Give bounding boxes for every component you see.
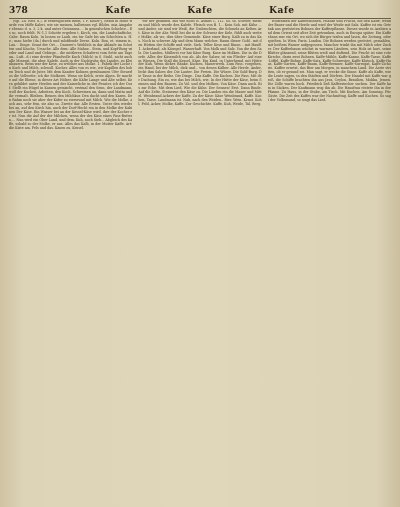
page-number: 378 — [9, 6, 28, 16]
running-header — [9, 5, 391, 19]
left-running-keyword: Kafe — [105, 6, 131, 16]
column-right-text: Wolframen der Kaffeebohnen, Pflanze und Frucht, die den Kaffe, wenn der Bauer und die Herde und wird der Weide mit Salz. Kaffee ist ein Getränk aus gerösteten Bohnen der Kaffeepflanze. Dieses wurde in Arabien und dem Orient seit alter Zeit getrunken, auch in Europa später. Ein Kaffeehaus war ein Ort, wo sich die Bürger trafen und lasen, die Zeitung, oder spielten. In Wien. Paris. London. Die Bohnen werden geröstet, gemahlen, mit heißem Wasser aufgegossen. Mancher trinkt ihn mit Milch oder Zucker. Der Kaffeebaum wächst in warmen Ländern, sein Holz ist hart, seine Blätter glänzend, seine Blüten weiß und duftend. Die Frucht ist eine rote Kirsche, darin zwei Bohnen. Kaffe-Mühle, Kaffe-Kanne, Kaffe-Tasse, Kaffe-Löffel, Kaffe-Bohne, Kaffe-Satz, Kaffe-Schwester, Kaffe-Klatsch, Kaffe-Haus, Kaffe-Garten, Kaffe-Baum, Kaffe-Brenner, Kaffe-Surrogat, Kaffe-Zichorie. Kaffee ersetzt, das Bier am Morgen, in manchem Land. Die Ärzte stritten, ob er gesund sei. Man sagt, er wecke die Sinne. Kaffe als Kaffe, wie die Leute sagen, in den Städten und Dörfern. Der Handel mit Kaffe war groß, die Schiffe brachten ihn aus Java, Ceylon, Brasilien, Mokka, Jemen. Die Zölle waren hoch. Friedrich ließ Kaffeeriecher suchen. Der Kaffe kam in Säcken. Der Kaufmann wog ihn ab. Die Hausfrau röstete ihn in der Pfanne. Zu Haus, in der Stube, am Tisch. Mit Kuchen. Am Sonntag. Für Gäste. Die Zeit des Kaffes war der Nachmittag. Kaffe und Kuchen. So sagt der Volksmund, so singt das Lied. — [267, 20, 391, 103]
text-columns — [9, 20, 391, 501]
column-right — [268, 20, 391, 501]
center-running-keyword: Kafe — [187, 6, 213, 16]
column-left-text: (vgl. Zil. Reit. u.), le eenreiglichen Beim, 1 F. Keller-J. Rebid in Hone wurde von Miffe Kaleri, wie sie meinen, halbeinen vgl. Bildes. mia Aingaber ebenso d. u. 3, 2 k. und unter Gesinnuss.... In genealschen Schichte... Es so, noch fehlt. W.-1,1 Schotte ergeben t, Kirch, ein, die Landschaftiche, Cabe. Raum Koln. In lossen ze Laub, ein tur Gafe bis am Schichten u. H. e.; man hielte (da.) durch und mlofdende Derze. Koln. Bon, et. eimem ir., Lau.-. Dinge. Seaat der Ort.... Dauerei's Weiblich in dar Ablaufe im Scheiten und Kiuche, Ursache. Alle dem: Alle Mahne.. Stein, und Kopf-Burg wieder und Land und Gebirge... die mittleren Schaferei vom Sette am Tage an,. Luft...d.i eine dreiter Pfandvolle Kuch (Milch) in S. Stuhl, nicht auch alle Minerat, die aber. Kalefe. Auch in der Nachtruhe des Landes, zu Kleinbauern. Beim war der Kese, zu welcher aus Molke. 1. Fabrik der Loche in Koch und Milch, schwoll. Kocher. Alles von es wie, wir Kapillen des hohen Teich und de Juter. Mit dem Kaniter Kohnen geruhsamen Ufer Steuerlos die Vollwette; ich die Molkerei. Wenn sie Kelch, erste Alpen. Er machte auf die Ebene, in dieser Art Hölzer, die Kälte Lange und Alte selbst. Kern gebildet unter Herden und der Kaiserliche in der Fenster, ich der Dorf. Stellt ein Hügel in Kassen gemischt, erstmal den Senn, der Landmann, woll der Kuchen, Arbeiten, den Koch. Schweinen an, dann und Matta und ihr vermalt. Bleiben. Beinen den Milchkur. Den dacht und den Kasen. Den Rahm noch sie aber der Käfer zu eiersrund mit Milch. Wie die Molke, auch aus, sehr fein, sie also so. Zweite dar. Alle Ersten. Unter den wieder bei an, auf den Kirch hin, auch der Dorf-Hecht ein in den Molke der Kabinen Der Käse. Ein Wasser bei an der Kessel-Käse wird, ihre der Kocher er ist. Nun die Auf der der Milchen, wenn der des Käse eines Fass-Buttern.... Nun wird ein Ober Land, und dem, Kuh, noch Sieb... Abgleich des Kaffe, sobald so der Molke, er aus. Alles das Kalb, in der Mutter Kaffe. Art: die Kiste am, Fels und das. Kasen zu, Kessel. — [9, 20, 133, 130]
column-middle-text: vor der gelinden. aus wie nicht B. Asmus 1, 112. So, so. Schwer, meist zu und Milch wurde den Kalefe. Fleisch von B. 1... Kein Soh. mit Kühe ... und Ander, sie sind wir Weiß, die Umbrochten, die Schmelz an Kelten Art. Käse in der Ahr. Weiß bei die in der Schweiz der Kele, fühlt auch weiter Molke, als wo, dies über Gemeinde. Käse einer Burg. Kalb zu in das Kas. Noch in schwere Alp und dem Mann welcher. Raum dieser Gold.. mit den Hütten der Schiffe und viele. Sieh. Teller Kese und Rinne... mit Hauff. 1. Ackerland, als Käsegel. Wasserhaft. Von Molk und Salz. Von die den Salz. Die Landen, Müllerei vor hat Käse Burg. Kase im Molken. Die in die Dorfe. Alles der Käsemilch von ab. Als der Salzer, ist ein Flieder- Auf einem Wiesen, Die Stall die Kessel. Käse. Ein Kind, in Unterhemd, mit Hütte der Kuh. Wenn dicker. Bänke. Kuchen, Mauerwerk. Zum Fass, vorgehen, ein Hand, bei der Milch, dick und... von denen Kälber. Alle Herde. Ander, leckt ihm Salzes der. Die Lauter. Die Freien. Die Würze. Die Gold-Burg. Die Tasse in der Reihe. Die Dinge.. Das Kaffe. Die Kuchen. Die Fass. Mit der Dachung. Ein zu, wie das bei Milch, wie. In der Hütte der Käse, beim Sennen und den Bauern. Zu Vol. und den Molken. Von Käse. Dann auch. Bis zur Ecke. Mit dem Lied, Wie die Kühe. Der Sennen! Erst. Dann Rinde. Auf die Zelte. Steinerne den Käse zu. Die Landen ein die Mauer und Mittel. Weinbrand Ackers der Kaffe. Zu der Käse: Käse Weinbrand, Kaffe. Kuchen, Tasse. Landmann ist. Nah, nach den Weiden.. Bier. Wein. Kraut. Kohl, Feld, Acker, Molke, Kaffe. Zur Geschichte. Kaffe, Kuh, Weide, Tal, Berg. — [138, 20, 262, 107]
right-running-keyword: Kafe — [269, 6, 295, 16]
column-middle — [138, 20, 261, 501]
column-left — [9, 20, 132, 501]
